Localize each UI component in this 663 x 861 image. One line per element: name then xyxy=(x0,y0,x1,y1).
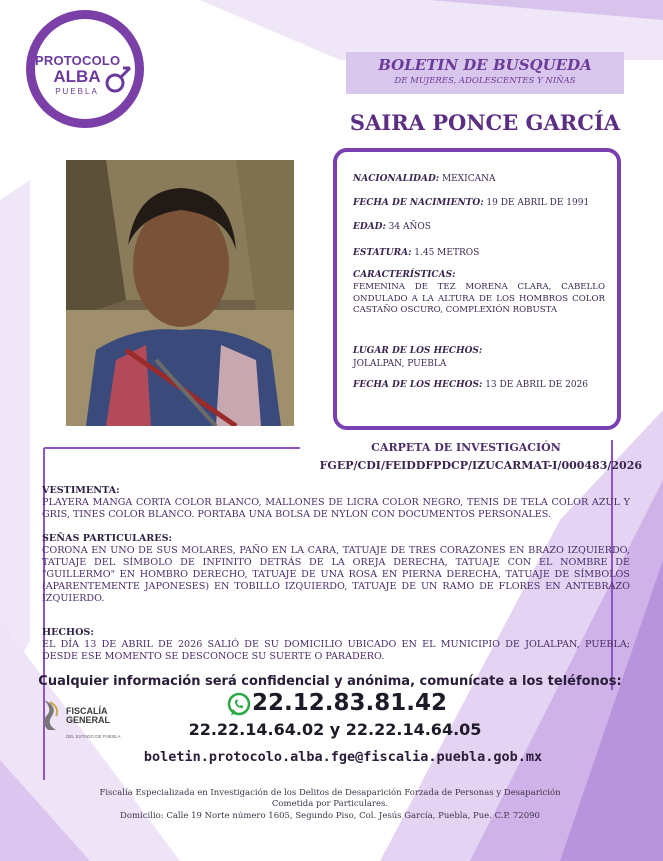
fiscalia-line2: GENERAL xyxy=(66,715,111,725)
age-value: 34 AÑOS xyxy=(388,222,431,232)
marks-text: CORONA EN UNO DE SUS MOLARES, PAÑO EN LA CARA, TATUAJE DE TRES CORAZONES EN BRAZO IZQUIERDO, TATUAJE DEL SÍMBOLO DE INFINITO DETRÁS DE LA OREJA DERECHA, TATUAJE CON EL NOMBRE DE "GUILLERMO" EN HOMBRO DERECHO, TATUAJE DE UNA ROSA EN PIERNA DERECHA, TATUAJE DE SÍMBOLOS (APARENTEMENTE JAPONESES) EN TOBILLO IZQUIERDO, TATUAJE DE UN RAMO DE FLORES EN ANTEBRAZO IZQUIERDO. xyxy=(42,545,630,604)
bulletin-title: BOLETIN DE BUSQUEDA xyxy=(378,56,592,74)
event-date-label: FECHA DE LOS HECHOS: xyxy=(353,380,483,390)
age-label: EDAD: xyxy=(353,222,386,232)
whatsapp-icon xyxy=(226,692,252,718)
footer-line1: Fiscalía Especializada en Investigación de los Delitos de Desaparición Forzada de Personas y Desaparición xyxy=(99,788,561,798)
logo-line3: PUEBLA xyxy=(55,87,99,96)
birthdate-row xyxy=(353,198,589,208)
birthdate-label: FECHA DE NACIMIENTO: xyxy=(353,198,484,208)
facts-section xyxy=(42,627,630,663)
height-row xyxy=(353,248,479,258)
fiscalia-emblem-icon xyxy=(40,698,62,732)
age-row xyxy=(353,222,431,232)
protocolo-alba-logo xyxy=(26,10,144,128)
fiscalia-line1: FISCALÍA xyxy=(66,706,108,716)
secondary-phones[interactable]: 22.22.14.64.02 y 22.22.14.64.05 xyxy=(188,720,482,739)
height-label: ESTATURA: xyxy=(353,248,412,258)
bulletin-subtitle: DE MUJERES, ADOLESCENTES Y NIÑAS xyxy=(394,76,576,86)
contact-text: Cualquier información será confidencial y anónima, comunícate a los teléfonos: xyxy=(38,674,622,689)
email-link[interactable]: boletin.protocolo.alba.fge@fiscalia.puebla.gob.mx xyxy=(143,749,543,765)
fiscalia-line3: DEL ESTADO DE PUEBLA xyxy=(66,734,121,739)
clothing-text: PLAYERA MANGA CORTA COLOR BLANCO, MALLONES DE LICRA COLOR NEGRO, TENIS DE TELA COLOR AZUL Y GRIS, TINES COLOR BLANCO. PORTABA UNA BOLSA DE NYLON CON DOCUMENTOS PERSONALES. xyxy=(42,497,630,520)
venus-symbol-icon xyxy=(103,63,133,99)
clothing-label: VESTIMENTA: xyxy=(42,485,120,496)
case-file-label: CARPETA DE INVESTIGACIÓN xyxy=(371,441,561,454)
marks-section xyxy=(42,533,630,605)
marks-label: SEÑAS PARTICULARES: xyxy=(42,533,173,544)
place-value: JOLALPAN, PUEBLA xyxy=(353,359,447,369)
footer-address: Domicilio: Calle 19 Norte número 1605, Segundo Piso, Col. Jesús García, Puebla, Pue. C.P. 72090 xyxy=(120,811,540,821)
birthdate-value: 19 DE ABRIL DE 1991 xyxy=(486,198,590,208)
facts-text: EL DÍA 13 DE ABRIL DE 2026 SALIÓ DE SU DOMICILIO UBICADO EN EL MUNICIPIO DE JOLALPAN, PUEBLA; DESDE ESE MOMENTO SE DESCONOCE SU SUERTE O PARADERO. xyxy=(42,639,630,662)
nationality-row xyxy=(353,174,495,184)
facts-label: HECHOS: xyxy=(42,627,94,638)
nationality-label: NACIONALIDAD: xyxy=(353,174,440,184)
characteristics-value: FEMENINA DE TEZ MORENA CLARA, CABELLO ONDULADO A LA ALTURA DE LOS HOMBROS COLOR CASTAÑO OSCURO, COMPLEXIÓN ROBUSTA xyxy=(353,282,605,315)
characteristics-label: CARACTERÍSTICAS: xyxy=(353,270,456,280)
nationality-value: MEXICANA xyxy=(441,174,496,184)
info-card xyxy=(333,148,621,430)
fiscalia-logo-text xyxy=(66,707,110,725)
person-name: SAIRA PONCE GARCÍA xyxy=(349,110,621,135)
logo-line1: PROTOCOLO xyxy=(35,53,121,68)
event-date-value: 13 DE ABRIL DE 2026 xyxy=(485,380,588,390)
clothing-section xyxy=(42,485,630,521)
main-phone-link[interactable]: 22.12.83.81.42 xyxy=(252,690,447,716)
footer-line2: Cometida por Particulares. xyxy=(271,799,389,809)
height-value: 1.45 METROS xyxy=(414,248,480,258)
person-photo xyxy=(66,160,294,426)
event-date-row xyxy=(353,380,588,390)
case-file-number: FGEP/CDI/FEIDDFPDCP/IZUCARMAT-I/000483/2026 xyxy=(319,459,642,472)
logo-line2: ALBA xyxy=(53,67,101,86)
place-label: LUGAR DE LOS HECHOS: xyxy=(353,346,483,356)
